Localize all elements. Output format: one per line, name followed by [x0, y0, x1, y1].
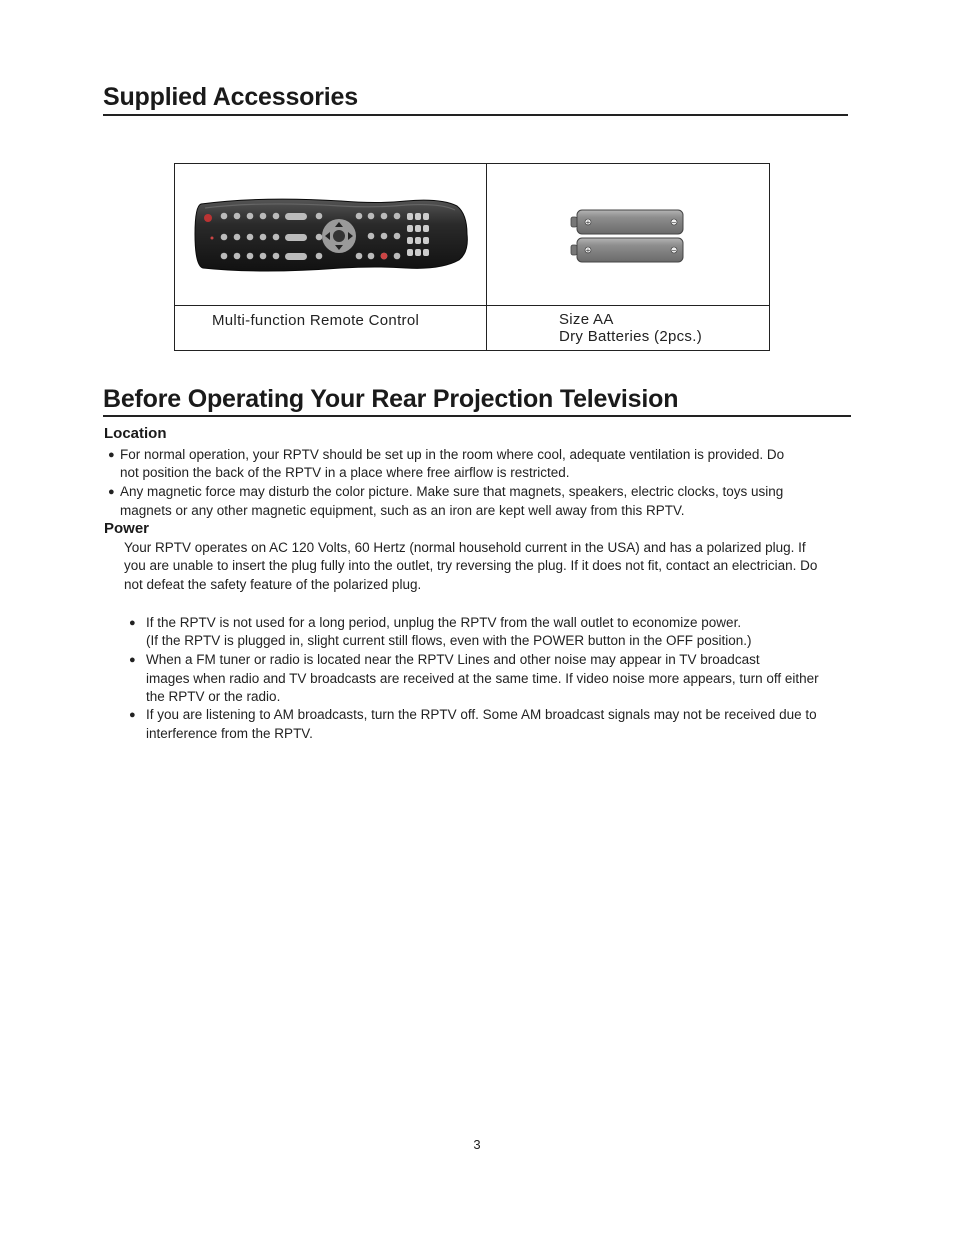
svg-text:+: +: [585, 218, 591, 227]
svg-text:+: +: [585, 246, 591, 255]
location-heading: Location: [104, 425, 167, 442]
supplied-accessories-title: Supplied Accessories: [103, 83, 358, 111]
bullet-icon: ●: [129, 709, 136, 721]
table-divider: [175, 305, 769, 306]
title-underline: [103, 114, 848, 116]
remote-control-caption: Multi-function Remote Control: [212, 312, 420, 329]
power-bullet-3-line-2: interference from the RPTV.: [146, 726, 313, 741]
bullet-icon: ●: [108, 486, 115, 498]
bullet-icon: ●: [129, 617, 136, 629]
power-heading: Power: [104, 520, 150, 537]
batteries-caption-size: Size AA: [559, 311, 614, 328]
accessories-table: [174, 163, 770, 351]
power-intro-line-2: you are unable to insert the plug fully into the outlet, try reversing the plug. If it does not fit, contact an electrician. Do: [124, 558, 818, 573]
location-bullet-1-line-2: not position the back of the RPTV in a place where free airflow is restricted.: [120, 465, 570, 480]
batteries-caption-desc: Dry Batteries (2pcs.): [559, 328, 702, 345]
power-bullet-2-line-2: images when radio and TV broadcasts are received at the same time. If video noise more appears, turn off either: [146, 671, 819, 686]
power-bullet-2-line-1: When a FM tuner or radio is located near the RPTV Lines and other noise may appear in TV broadcast: [146, 652, 760, 667]
page-number: 3: [473, 1137, 481, 1152]
location-bullet-1-line-1: For normal operation, your RPTV should be set up in the room where cool, adequate ventilation is provided. Do: [120, 447, 785, 462]
bullet-icon: ●: [129, 654, 136, 666]
power-bullet-1-line-1: If the RPTV is not used for a long period, unplug the RPTV from the wall outlet to economize power.: [146, 615, 742, 630]
aa-batteries-icon: [567, 207, 687, 265]
power-intro-line-3: not defeat the safety feature of the polarized plug.: [124, 577, 422, 592]
power-bullet-3-line-1: If you are listening to AM broadcasts, turn the RPTV off. Some AM broadcast signals may not be received due to: [146, 707, 817, 722]
table-divider: [486, 164, 487, 350]
svg-text:−: −: [671, 218, 677, 227]
power-bullet-2-line-3: the RPTV or the radio.: [146, 689, 281, 704]
location-bullet-2-line-2: magnets or any other magnetic equipment, such as an iron are kept well away from this RPTV.: [120, 503, 685, 518]
before-operating-title: Before Operating Your Rear Projection Television: [103, 385, 679, 413]
power-intro-line-1: Your RPTV operates on AC 120 Volts, 60 Hertz (normal household current in the USA) and has a polarized plug. If: [124, 540, 806, 555]
bullet-icon: ●: [108, 449, 115, 461]
svg-text:−: −: [671, 246, 677, 255]
remote-control-icon: [191, 194, 469, 276]
title-underline: [103, 415, 851, 417]
location-bullet-2-line-1: Any magnetic force may disturb the color picture. Make sure that magnets, speakers, electric clocks, toys using: [120, 484, 784, 499]
power-bullet-1-line-2: (If the RPTV is plugged in, slight current still flows, even with the POWER button in the OFF position.): [146, 633, 752, 648]
